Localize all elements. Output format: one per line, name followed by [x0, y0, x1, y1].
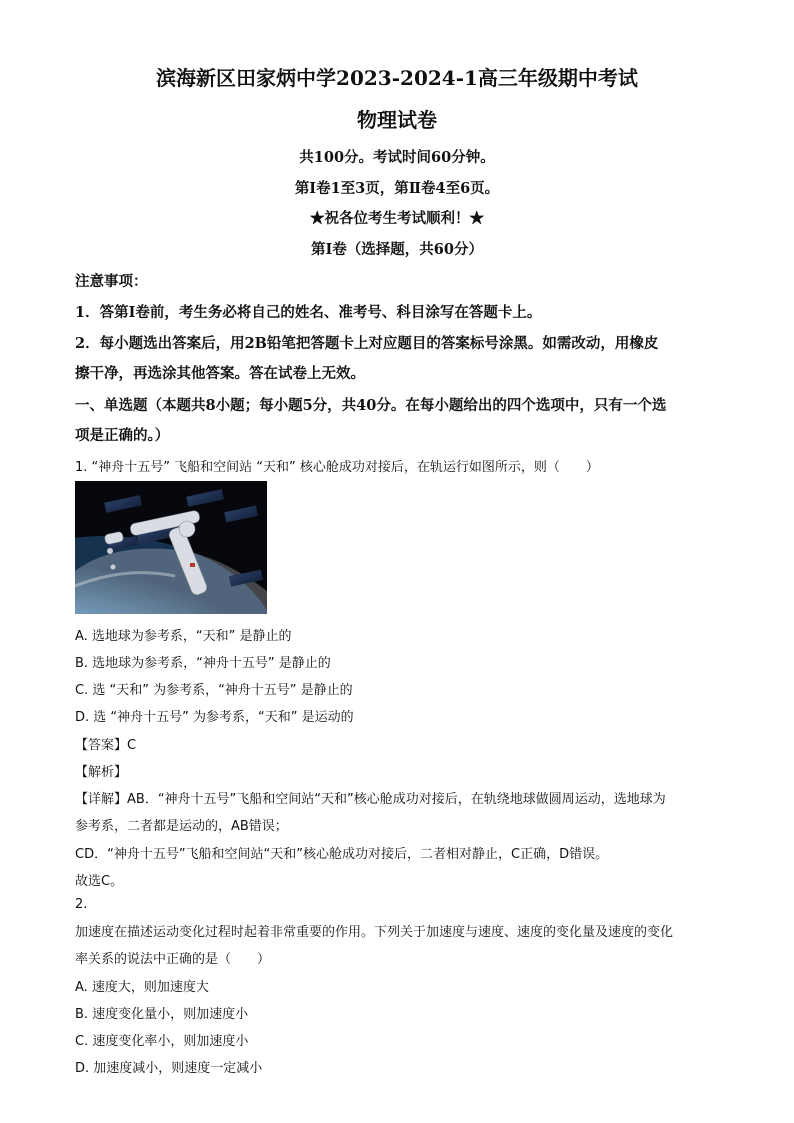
detail-line-3: CD．“神舟十五号”飞船和空间站“天和”核心舱成功对接后，二者相对静止，C正确，D错误。 — [75, 847, 609, 862]
detail-line-1 — [75, 788, 666, 807]
analysis-label: 【解析】 — [75, 765, 128, 780]
space-station-image — [75, 481, 267, 614]
part-one-title: 第Ⅰ卷（选择题，共60分） — [311, 241, 483, 258]
exam-info-pages: 第Ⅰ卷1至3页，第Ⅱ卷4至6页。 — [294, 180, 500, 197]
notice-heading: 注意事项： — [75, 273, 148, 290]
question-2-stem-line-2: 率关系的说法中正确的是（ ） — [75, 952, 271, 967]
exam-subject: 物理试卷 — [357, 108, 437, 132]
question-2-option-d: D. 加速度减小，则速度一定减小 — [75, 1061, 263, 1076]
question-2-stem-line-1: 加速度在描述运动变化过程时起着非常重要的作用。下列关于加速度与速度、速度的变化量及速度的变化 — [75, 925, 674, 940]
question-2-option-b: B. 速度变化量小，则加速度小 — [75, 1007, 249, 1022]
section-heading-line-1: 一、单选题（本题共8小题；每小题5分，共40分。在每小题给出的四个选项中，只有一个选 — [75, 397, 667, 414]
section-heading-line-2: 项是正确的。） — [75, 427, 170, 444]
good-luck-line: ★祝各位考生考试顺利！★ — [310, 210, 484, 227]
question-1-option-c: C. 选 “天和” 为参考系，“神舟十五号” 是静止的 — [75, 683, 353, 698]
detail-label: 【详解】 — [75, 792, 128, 807]
exam-title: 滨海新区田家炳中学2023-2024-1高三年级期中考试 — [156, 66, 638, 90]
question-2-number: 2. — [75, 897, 88, 912]
answer-label: 【答案】 — [75, 738, 128, 753]
exam-info-time: 共100分。考试时间60分钟。 — [299, 149, 495, 166]
question-1-answer — [75, 734, 136, 753]
answer-value: C — [127, 738, 137, 753]
detail-text-1: AB．“神舟十五号”飞船和空间站“天和”核心舱成功对接后，在轨绕地球做圆周运动，选地球为 — [127, 792, 666, 807]
detail-line-2: 参考系，二者都是运动的，AB错误； — [75, 819, 288, 834]
question-2-option-c: C. 速度变化率小，则加速度小 — [75, 1034, 249, 1049]
notice-item-2-line-2: 擦干净，再选涂其他答案。答在试卷上无效。 — [75, 365, 365, 382]
question-1-option-d: D. 选 “神舟十五号” 为参考系，“天和” 是运动的 — [75, 710, 354, 725]
notice-item-2-line-1: 2．每小题选出答案后，用2B铅笔把答题卡上对应题目的答案标号涂黑。如需改动，用橡皮 — [75, 335, 659, 352]
question-1-option-b: B. 选地球为参考系，“神舟十五号” 是静止的 — [75, 656, 331, 671]
question-1-stem: 1. “神舟十五号” 飞船和空间站 “天和” 核心舱成功对接后，在轨运行如图所示，则（ ） — [75, 460, 599, 475]
question-1-conclusion: 故选C。 — [75, 874, 124, 889]
question-1-option-a: A. 选地球为参考系，“天和” 是静止的 — [75, 629, 292, 644]
notice-item-1: 1．答第Ⅰ卷前，考生务必将自己的姓名、准考号、科目涂写在答题卡上。 — [75, 304, 542, 321]
question-2-option-a: A. 速度大，则加速度大 — [75, 980, 209, 995]
